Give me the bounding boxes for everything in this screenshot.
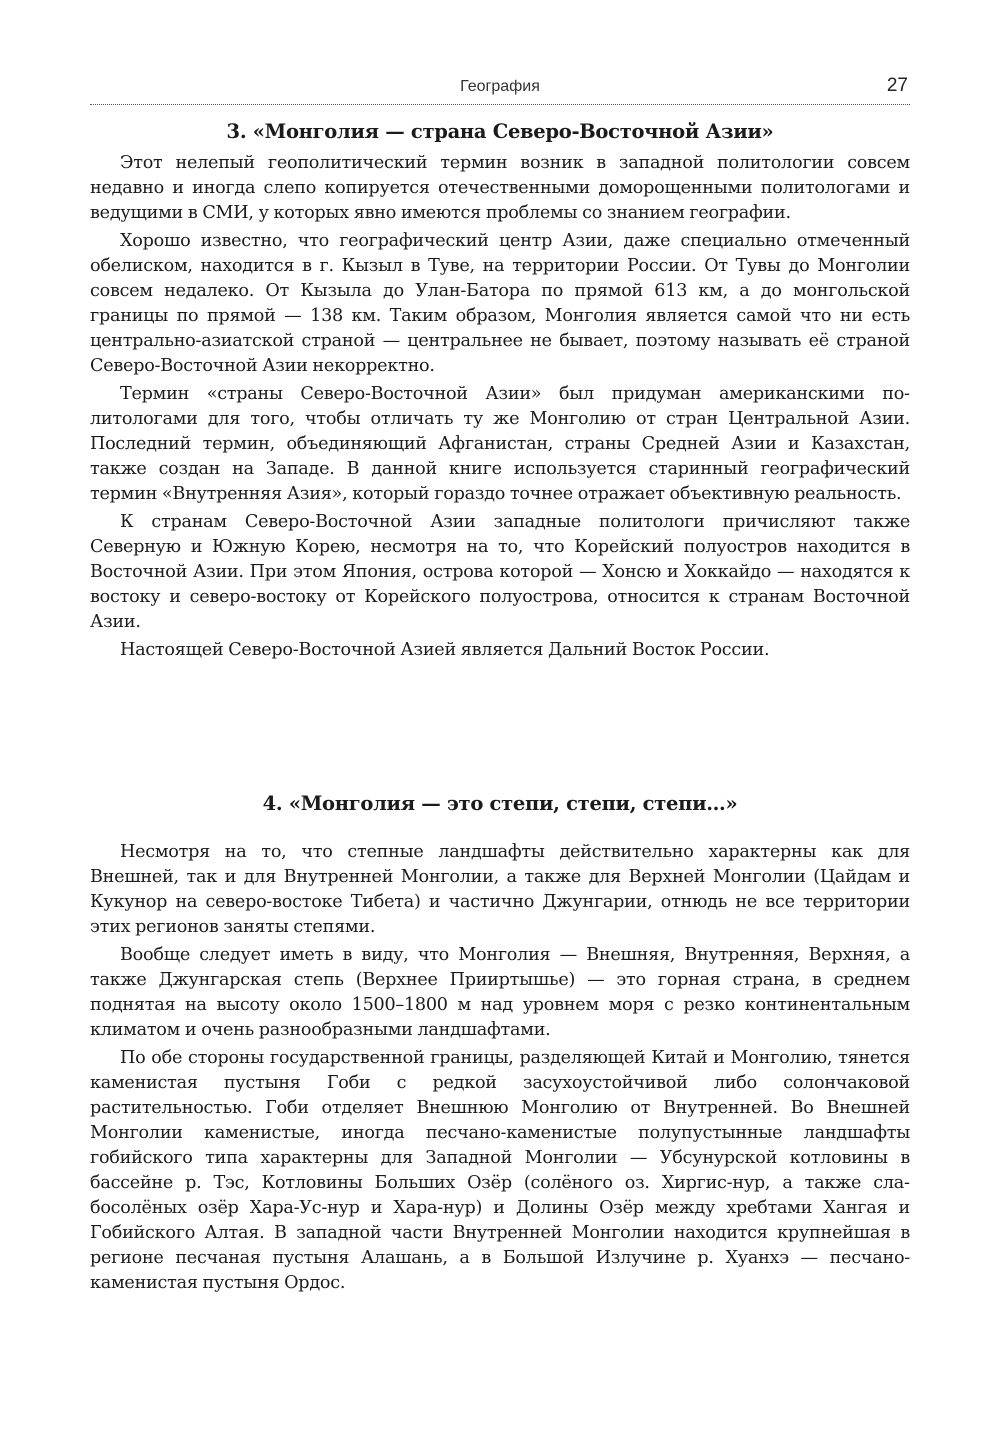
paragraph: Вообще следует иметь в виду, что Монголия — Внешняя, Внутренняя, Верхняя, а также Джунгарская степь (Верхнее Прииртышье) — это горная страна, в среднем поднятая на высоту около 1500–1800 м над уровнем моря с резко континентальным климатом и очень разнообразными ландшафтами.	[90, 945, 910, 1040]
section-3	[90, 116, 910, 666]
section-heading: 3. «Монголия — страна Северо-Восточной Азии»	[226, 120, 774, 143]
running-title: География	[460, 78, 540, 95]
running-header	[90, 76, 910, 105]
paragraph: Настоящей Северо-Восточной Азией является Дальний Восток России.	[120, 640, 770, 660]
page-number: 27	[886, 75, 908, 96]
paragraph: Этот нелепый геополитический термин возник в западной политологии совсем недавно и иногда слепо копируется отечественными доморощенными политологами и ведущими в СМИ, у которых явно имеются проблемы со знанием географии.	[90, 153, 910, 223]
paragraph: К странам Северо-Восточной Азии западные политологи причисляют также Северную и Южную Корею, несмотря на то, что Корейский полуостров находится в Восточной Азии. При этом Япония, острова которой — Хонсю и Хоккайдо — находятся к востоку и северо-востоку от Корейского полуострова, относится к странам Восточной Азии.	[90, 512, 910, 632]
paragraph: Термин «страны Северо-Восточной Азии» был придуман американскими политологами для того, чтобы отличать ту же Монголию от стран Центральной Азии. Последний термин, объединяющий Афганистан, страны Средней Азии и Казахстан, также создан на Западе. В данной книге используется старинный географический термин «Внутренняя Азия», который гораздо точнее отражает объективную реальность.	[90, 384, 910, 504]
paragraph: Несмотря на то, что степные ландшафты действительно характерны как для Внешней, так и для Внутренней Монголии, а также для Верхней Монголии (Цайдам и Кукунор на северо-востоке Тибета) и частично Джунгарии, отнюдь не все территории этих регионов заняты степями.	[90, 842, 910, 937]
section-heading: 4. «Монголия — это степи, степи, степи…»	[262, 792, 738, 815]
section-4	[90, 788, 910, 1299]
paragraph: Хорошо известно, что географический центр Азии, даже специально отмеченный обелиском, находится в г. Кызыл в Туве, на территории России. От Тувы до Монголии совсем недалеко. От Кызыла до Улан-Батора по прямой 613 км, а до монгольской границы по прямой — 138 км. Таким образом, Монголия является самой что ни есть центрально-азиатской страной — центральнее не бывает, поэтому называть её страной Северо-Восточной Азии некорректно.	[90, 231, 910, 376]
paragraph: По обе стороны государственной границы, разделяющей Китай и Монголию, тянется каменистая пустыня Гоби с редкой засухоустойчивой либо солончаковой растительностью. Гоби отделяет Внешнюю Монголию от Внутренней. Во Внешней Монголии каменистые, иногда песчано-каменистые полупустынные ландшафты гобийского типа характерны для Западной Монголии — Убсунурской котловины в бассейне р. Тэс, Котловины Больших Озёр (солёного оз. Хиргис-нур, а также слабосолёных озёр Хара-Ус-нур и Хара-нур) и Долины Озёр между хребтами Хангая и Гобийского Алтая. В западной части Внутренней Монголии находится крупнейшая в регионе песчаная пустыня Алашань, а в Большой Излучине р. Хуанхэ — песчано-каменистая пустыня Ордос.	[90, 1048, 910, 1293]
